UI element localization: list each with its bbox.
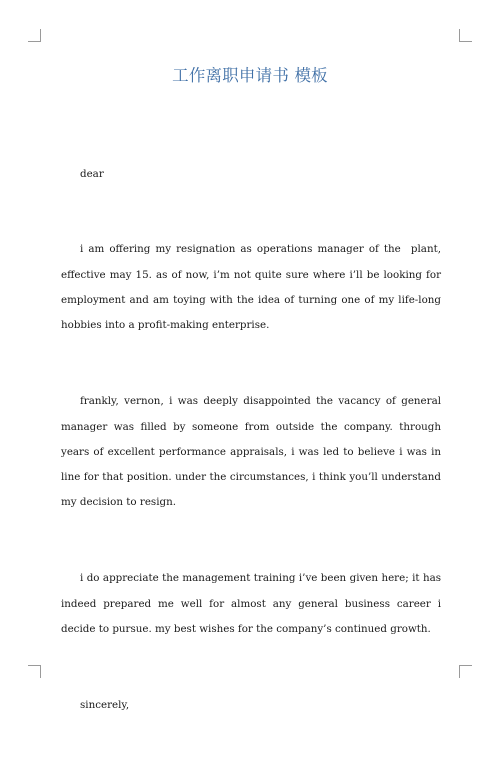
paragraph-appreciation: i do appreciate the management training i’ve been given here; it has indeed prepared me well for almost any general business career i decide to pursue. my best wishes for the company’s continued growth. — [61, 572, 445, 635]
top-left-corner-mark — [28, 29, 41, 42]
top-right-corner-mark — [459, 29, 472, 42]
closing: sincerely, — [80, 698, 130, 711]
paragraph-disappointment: frankly, vernon, i was deeply disappointed the vacancy of general manager was filled by someone from outside the company. through years of excellent performance appraisals, i was led to believe i was in line for that position. under the circumstances, i think you’ll understand my decision to resign. — [61, 395, 445, 509]
paragraph-resignation: i am offering my resignation as operations manager of the plant, effective may 15. as of now, i’m not quite sure where i’ll be looking for employment and am toying with the idea of turning one of my life-long hobbies into a profit-making enterprise. — [61, 243, 445, 332]
bottom-left-corner-mark — [28, 665, 41, 678]
letter-body — [61, 111, 445, 769]
document-title: 工作离职申请书 模板 — [172, 66, 328, 85]
salutation: dear — [80, 167, 104, 180]
bottom-right-corner-mark — [459, 665, 472, 678]
